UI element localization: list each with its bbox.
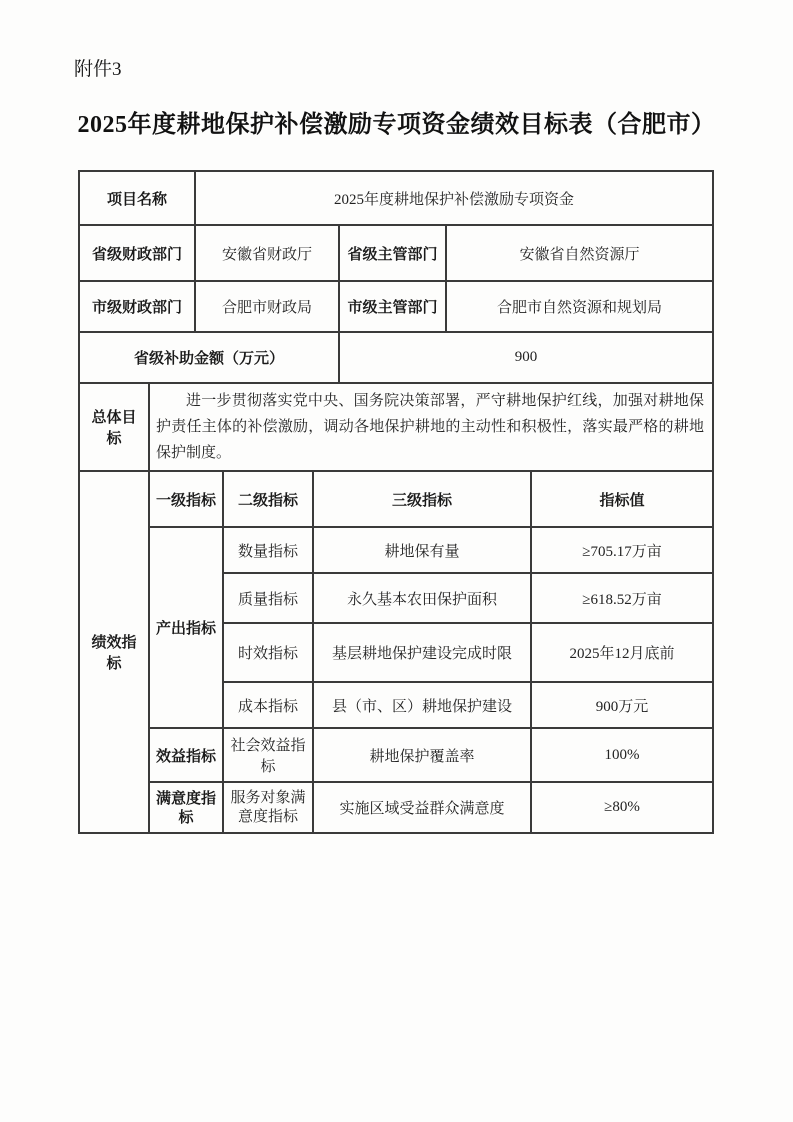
overall-goal-cell [149,383,713,471]
level1-output-indicator: 产出指标 [149,527,223,728]
performance-indicators-table [78,470,714,834]
level1-satisfaction-indicator: 满意度指标 [149,782,223,833]
value-farmland-retention: ≥705.17万亩 [531,527,713,573]
level3-protection-coverage: 耕地保护覆盖率 [313,728,531,782]
table-row [79,225,713,281]
table-row [79,383,713,471]
municipal-finance-label: 市级财政部门 [79,281,195,332]
level3-farmland-retention: 耕地保有量 [313,527,531,573]
subsidy-amount-label: 省级补助金额（万元） [79,332,339,383]
provincial-finance-label: 省级财政部门 [79,225,195,281]
performance-target-table [78,170,712,834]
value-basic-farmland-area: ≥618.52万亩 [531,573,713,623]
header-level2: 二级指标 [223,471,313,527]
value-county-protection-construction: 900万元 [531,682,713,728]
header-level3: 三级指标 [313,471,531,527]
level2-timeliness-indicator: 时效指标 [223,623,313,682]
project-name-value: 2025年度耕地保护补偿激励专项资金 [195,171,713,225]
project-name-label: 项目名称 [79,171,195,225]
table-row [79,471,713,527]
value-protection-coverage: 100% [531,728,713,782]
value-beneficiary-satisfaction: ≥80% [531,782,713,833]
value-completion-deadline: 2025年12月底前 [531,623,713,682]
table-row [79,782,713,833]
overall-goal-label: 总体目标 [79,383,149,471]
level3-basic-farmland-area: 永久基本农田保护面积 [313,573,531,623]
provincial-competent-value: 安徽省自然资源厅 [446,225,713,281]
table-row [79,527,713,573]
level3-county-protection-construction: 县（市、区）耕地保护建设 [313,682,531,728]
performance-section-label: 绩效指标 [79,471,149,833]
provincial-finance-value: 安徽省财政厅 [195,225,339,281]
header-value: 指标值 [531,471,713,527]
municipal-competent-label: 市级主管部门 [339,281,446,332]
table-row [79,171,713,225]
table-row [79,332,713,383]
level1-benefit-indicator: 效益指标 [149,728,223,782]
level2-social-benefit-indicator: 社会效益指标 [223,728,313,782]
overall-goal-text: 进一步贯彻落实党中央、国务院决策部署，严守耕地保护红线，加强对耕地保护责任主体的补偿激励，调动各地保护耕地的主动性和积极性，落实最严格的耕地保护制度。 [156,393,704,461]
attachment-label: 附件3 [74,59,122,80]
table-row [79,728,713,782]
level2-service-target-satisfaction: 服务对象满意度指标 [223,782,313,833]
provincial-competent-label: 省级主管部门 [339,225,446,281]
basic-info-table [78,170,714,384]
municipal-competent-value: 合肥市自然资源和规划局 [446,281,713,332]
municipal-finance-value: 合肥市财政局 [195,281,339,332]
level2-cost-indicator: 成本指标 [223,682,313,728]
table-row [79,281,713,332]
level2-quality-indicator: 质量指标 [223,573,313,623]
level3-beneficiary-satisfaction: 实施区域受益群众满意度 [313,782,531,833]
level2-quantity-indicator: 数量指标 [223,527,313,573]
level3-completion-deadline: 基层耕地保护建设完成时限 [313,623,531,682]
subsidy-amount-value: 900 [339,332,713,383]
overall-goal-table [78,382,714,472]
header-level1: 一级指标 [149,471,223,527]
page-title: 2025年度耕地保护补偿激励专项资金绩效目标表（合肥市） [77,112,716,138]
